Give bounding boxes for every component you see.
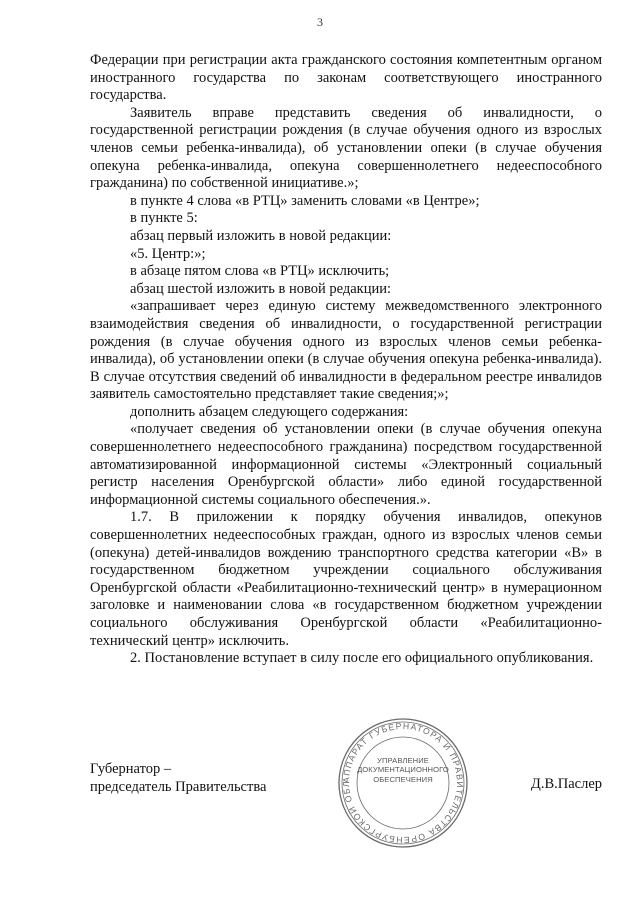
paragraph: 1.7. В приложении к порядку обучения инвалидов, опекунов совершеннолетних недееспособных граждан, одного из взрослых членов семьи (опекуна) детей-инвалидов вождению транспортного средства категории «В» в государственном бюджетном учреждении социального обслуживания Оренбургской области «Реабилитационно-технический центр» в нумерационном заголовке и наименовании слова «в государственном бюджетном учреждении социального обслуживания Оренбургской области «Реабилитационно-технический центр» исключить. [90,509,602,649]
paragraph: «запрашивает через единую систему межведомственного электронного взаимодействия сведения об инвалидности, о государственной регистрации рождения (в случае обучения одного из взрослых членов семьи ребенка-инвалида), об установлении опеки (в случае обучения опекуна ребенка-инвалида). В случае отсутствия сведений об инвалидности в федеральном реестре инвалидов заявитель самостоятельно представляет такие сведения;»; [90,298,602,403]
paragraph: «5. Центр:»; [130,245,206,262]
paragraph: дополнить абзацем следующего содержания: [130,403,409,420]
signatory-name: Д.В.Паслер [530,776,602,792]
official-stamp [336,716,470,850]
paragraph: в пункте 5: [130,210,198,227]
stamp-line: УПРАВЛЕНИЕ [377,756,429,765]
signatory-position-line2: председатель Правительства [90,778,267,795]
paragraph: в абзаце пятом слова «в РТЦ» исключить; [130,263,390,280]
paragraph: абзац первый изложить в новой редакции: [130,227,392,244]
paragraph: абзац шестой изложить в новой редакции: [130,280,392,297]
stamp-ring-text: АППАРАТ ГУБЕРНАТОРА И ПРАВИТЕЛЬСТВА ОРЕНБУРГСКОЙ ОБЛ [340,720,466,846]
stamp-center-text [336,756,470,784]
stamp-line: ДОКУМЕНТАЦИОННОГО [357,765,449,775]
stamp-line: ОБЕСПЕЧЕНИЯ [373,774,433,784]
page-number: 3 [317,15,323,29]
signatory-position-line1: Губернатор – [90,761,172,777]
document-body [90,52,602,668]
paragraph: в пункте 4 слова «в РТЦ» заменить словами «в Центре»; [130,192,480,209]
paragraph: «получает сведения об установлении опеки (в случае обучения опекуна совершеннолетнего недееспособного гражданина) посредством государственной автоматизированной информационной системы «Электронный социальный регистр населения Оренбургской области» либо единой государственной информационной системы социального обеспечения.». [90,421,602,508]
paragraph: 2. Постановление вступает в силу после его официального опубликования. [130,650,594,667]
paragraph: Федерации при регистрации акта гражданского состояния компетентным органом иностранного государства по законам соответствующего иностранного государства. [90,52,602,104]
signatory-position [90,761,266,796]
paragraph: Заявитель вправе представить сведения об инвалидности, о государственной регистрации рождения (в случае обучения одного из взрослых членов семьи ребенка-инвалида), об установлении опеки (в случае обучения опекуна ребенка-инвалида, опекуна совершеннолетнего недееспособного гражданина) по собственной инициативе.»; [90,104,602,192]
